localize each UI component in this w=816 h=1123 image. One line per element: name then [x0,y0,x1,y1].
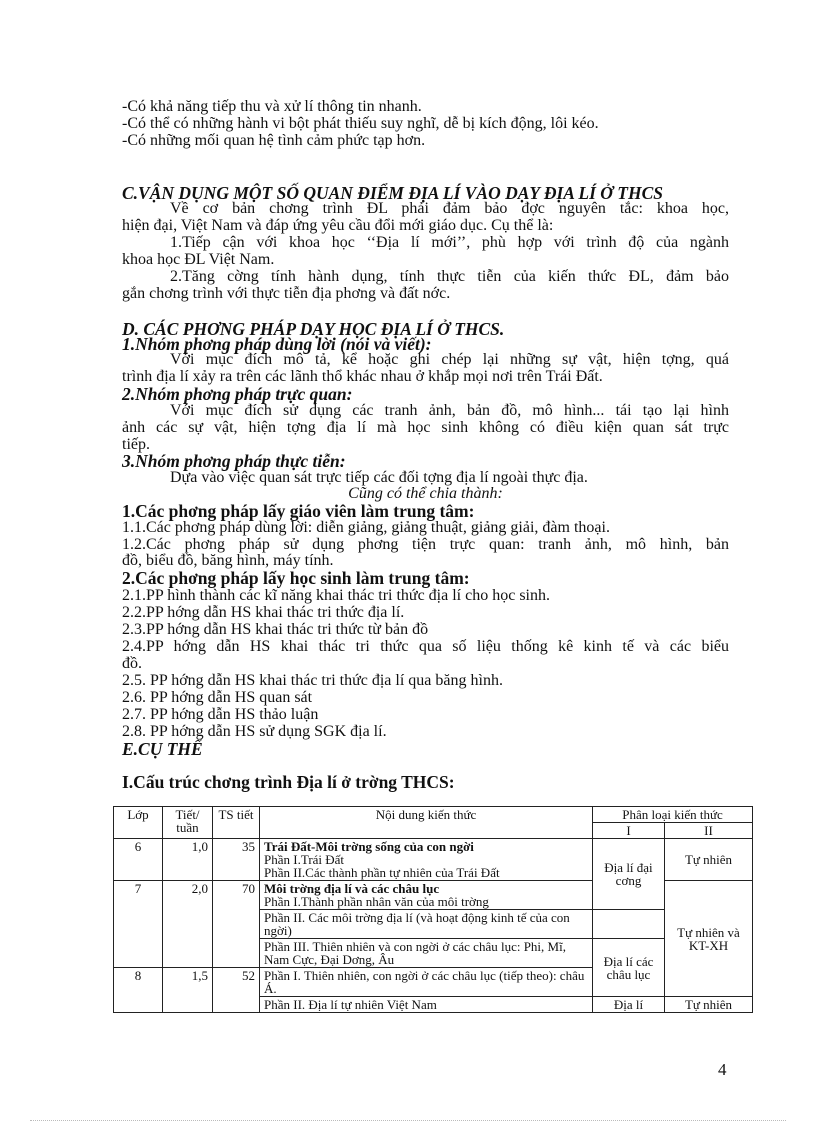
page-bottom-divider [30,1120,786,1121]
section-c-p1-line1: Về cơ bản chơng trình ĐL phải đảm bảo đợc nguyên tắc: khoa học, [170,200,729,217]
also-divided-note: Cũng có thể chia thành: [348,485,503,502]
student-centered-2-5: 2.5. PP hớng dẫn HS khai thác tri thức địa lí qua băng hình. [122,672,503,689]
cell-category-nature: Tự nhiên [665,997,753,1013]
cell-grade-7: 7 [114,881,163,968]
group3-title: 3.Nhóm phơng pháp thực tiễn: [122,451,346,471]
group1-line2: trình địa lí xảy ra trên các lãnh thổ khác nhau ở khắp mọi nơi trên Trái Đất. [122,368,603,385]
section-c-p2-line2: khoa học ĐL Việt Nam. [122,251,275,268]
student-centered-2-8: 2.8. PP hớng dẫn HS sử dụng SGK địa lí. [122,723,387,740]
cell-total-periods: 52 [213,968,260,1013]
student-centered-2-4-line1: 2.4.PP hớng dẫn HS khai thác tri thức qua số liệu thống kê kinh tế và các biểu [122,638,729,655]
group2-line2: ảnh các sự vật, hiện tợng địa lí mà học sinh không có điều kiện quan sát trực [122,419,729,436]
teacher-centered-1-2-line2: đồ, biểu đồ, băng hình, máy tính. [122,552,334,569]
section-c-p2-line1: 1.Tiếp cận với khoa học ‘‘Địa lí mới’’, phù hợp với trình độ của ngành [170,234,729,251]
cell-category-nature-socioeconomic: Tự nhiên và KT-XH [665,881,753,997]
cell-periods-per-week: 1,0 [163,839,213,881]
intro-line-2: -Có thể có những hành vi bột phát thiếu suy nghĩ, dễ bị kích động, lôi kéo. [122,115,599,132]
content-part: Phần I.Thành phần nhân văn của môi trờng [264,894,489,909]
cell-periods-per-week: 2,0 [163,881,213,968]
page-number: 4 [718,1060,727,1079]
curriculum-structure-title: I.Cấu trúc chơng trình Địa lí ở trờng THCS: [122,772,455,792]
cell-total-periods: 70 [213,881,260,968]
section-c-p3-line1: 2.Tăng cờng tính hành dụng, tính thực tiễn của kiến thức ĐL, đảm bảo [170,268,729,285]
content-part: Phần I.Trái Đất [264,852,345,867]
table-row [114,839,753,881]
cell-content: Phần II. Các môi trờng địa lí (và hoạt động kinh tế của con ngời) [260,910,593,939]
content-title: Môi trờng địa lí và các châu lục [264,881,440,896]
intro-line-1: -Có khả năng tiếp thu và xử lí thông tin nhanh. [122,98,422,115]
cell-category-geography: Địa lí [593,997,665,1013]
student-centered-2-7: 2.7. PP hớng dẫn HS thảo luận [122,706,319,723]
cell-category-continents: Địa lí các châu lục [593,939,665,997]
cell-category-nature: Tự nhiên [665,839,753,881]
student-centered-2-3: 2.3.PP hớng dẫn HS khai thác tri thức từ bản đồ [122,621,429,638]
group2-line1: Với mục đích sử dụng các tranh ảnh, bản đồ, mô hình... tái tạo lại hình [170,402,729,419]
cell-grade-8: 8 [114,968,163,1013]
student-centered-2-1: 2.1.PP hình thành các kĩ năng khai thác tri thức địa lí cho học sinh. [122,587,550,604]
student-centered-title: 2.Các phơng pháp lấy học sinh làm trung tâm: [122,568,470,588]
teacher-centered-1-2-line1: 1.2.Các phơng pháp sử dụng phơng tiện trực quan: tranh ảnh, mô hình, bản [122,536,729,553]
cell-content [260,839,593,881]
cell-grade-6: 6 [114,839,163,881]
group1-title: 1.Nhóm phơng pháp dùng lời (nói và viết): [122,334,432,354]
cell-category-general-geography: Địa lí đại cơng [593,839,665,910]
intro-line-3: -Có những mối quan hệ tình cảm phức tạp hơn. [122,132,426,149]
student-centered-2-6: 2.6. PP hớng dẫn HS quan sát [122,689,313,706]
cell-content [260,881,593,910]
cell-content: Phần II. Địa lí tự nhiên Việt Nam [260,997,593,1013]
content-part: Phần II.Các thành phần tự nhiên của Trái Đất [264,865,500,880]
group2-line3: tiếp. [122,436,150,453]
group2-title: 2.Nhóm phơng pháp trực quan: [122,384,353,404]
group1-line1: Với mục đích mô tả, kể hoặc ghi chép lại những sự vật, hiện tợng, quá [170,351,729,368]
header-cat-1: I [593,823,665,839]
cell-content: Phần I. Thiên nhiên, con ngời ở các châu lục (tiếp theo): châu Á. [260,968,593,997]
header-phan-loai: Phân loại kiến thức [593,807,753,823]
section-d-heading: D. CÁC PHƠNG PHÁP DẠY HỌC ĐỊA LÍ Ở THCS. [122,319,505,339]
cell-periods-per-week: 1,5 [163,968,213,1013]
teacher-centered-1-1: 1.1.Các phơng pháp dùng lời: diễn giảng, giảng thuật, giảng giải, đàm thoại. [122,519,610,536]
header-lop: Lớp [114,807,163,839]
header-ts-tiet: TS tiết [213,807,260,839]
student-centered-2-4-line2: đồ. [122,655,142,672]
header-noi-dung: Nội dung kiến thức [260,807,593,839]
content-title: Trái Đất-Môi trờng sống của con ngời [264,839,474,854]
table-header-row [114,807,753,823]
header-tiet-tuan: Tiết/ tuần [163,807,213,839]
curriculum-table [113,806,753,1013]
student-centered-2-2: 2.2.PP hớng dẫn HS khai thác tri thức địa lí. [122,604,405,621]
teacher-centered-title: 1.Các phơng pháp lấy giáo viên làm trung tâm: [122,501,475,521]
section-c-p3-line2: gắn chơng trình với thực tiễn địa phơng và đất nớc. [122,285,451,302]
section-c-heading: C.VẬN DỤNG MỘT SỐ QUAN ĐIỂM ĐỊA LÍ VÀO DẠY ĐỊA LÍ Ở THCS [122,183,663,203]
cell-total-periods: 35 [213,839,260,881]
section-c-p1-line2: hiện đại, Việt Nam và đáp ứng yêu cầu đổi mới giáo dục. Cụ thể là: [122,217,554,234]
group3-line1: Dựa vào việc quan sát trực tiếp các đối tợng địa lí ngoài thực địa. [170,469,588,486]
header-cat-2: II [665,823,753,839]
section-e-heading: E.CỤ THỂ [122,739,203,759]
cell-content: Phần III. Thiên nhiên và con ngời ở các châu lục: Phi, Mĩ, Nam Cực, Đại Dơng, Âu [260,939,593,968]
